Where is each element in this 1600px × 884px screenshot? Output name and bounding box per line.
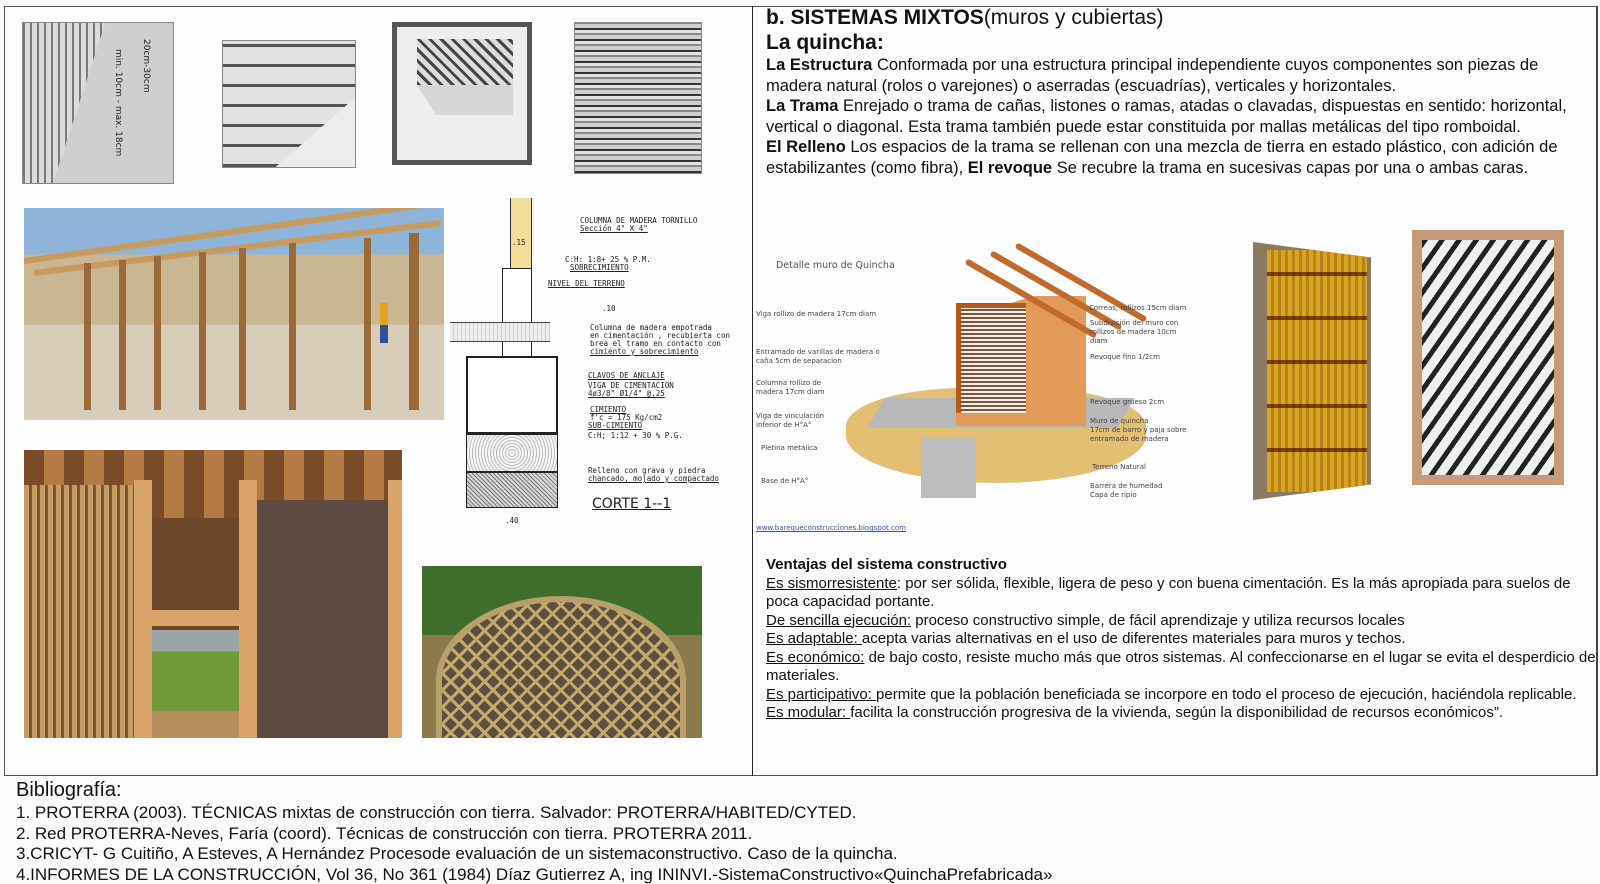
advantages-list xyxy=(766,556,1596,723)
diagram-label: Revoque grueso 2cm xyxy=(1090,398,1165,406)
section-trama: La Trama Enrejado o trama de cañas, listones o ramas, atadas o clavadas, dispuestas en sentido: horizontal, vertical o diagonal. Esta trama también puede estar constituida por mallas metálicas del tipo romboidal. xyxy=(766,97,1567,136)
dimension-label: min. 10cm - max. 18cm xyxy=(113,49,123,157)
sketch-grid-lattice-wall xyxy=(222,40,356,168)
section-caption: CORTE 1--1 xyxy=(592,496,672,512)
advantages-heading: Ventajas del sistema constructivo xyxy=(766,556,1007,573)
section-estructura: La Estructura Conformada por una estructura principal independiente cuyos componentes son piezas de madera natural (rolos o varejones) o aserradas (escuadrías), verticales y horizontales. xyxy=(766,56,1539,95)
diagonal-lattice-panel-photo xyxy=(1412,230,1564,485)
advantage-item: Es modular: facilita la construcción progresiva de la vivienda, según la disponibilidad de recursos económicos”. xyxy=(766,704,1504,721)
foundation-section-drawing: COLUMNA DE MADERA TORNILLO Sección 4" X 4" .15 C:H: 1:8+ 25 % P.M. SOBRECIMIENTO NIVEL DEL TERRENO .10 Columna de madera empotrada en cimentación , recubierta con brea el tramo en contacto con cimiento y sobrecimiento CLAVOS DE ANCLAJE VIGA DE CIMENTACION 4ø3/8" Ø1/4" @.25 CIMIENTO f'c = 175 Kg/cm2 SUB-CIMIENTO C:H; 1:12 + 30 % P.G. Relleno con grava y piedra chancado, mojado y compactado .40 CORTE 1--1 xyxy=(450,198,740,538)
bibliography-item: 1. PROTERRA (2003). TÉCNICAS mixtas de construcción con tierra. Salvador: PROTERRA/HABITED/CYTED. xyxy=(16,803,857,822)
page-title: b. SISTEMAS MIXTOS(muros y cubiertas) xyxy=(766,6,1164,29)
photo-timber-frame-construction xyxy=(24,208,444,420)
photo-cane-dome xyxy=(422,566,702,738)
diagram-label: Muro de quincha 17cm de barro y paja sobre entramado de madera xyxy=(1090,417,1187,443)
page-subtitle: La quincha: xyxy=(766,31,884,54)
advantage-item: Es sismorresistente: por ser sólida, flexible, ligera de peso y con buena cimentación. Es la más apropiada para suelos de poca capacidad portante. xyxy=(766,574,1571,610)
diagram-label: Viga rollizo de madera 17cm diam xyxy=(756,310,877,318)
advantage-item: De sencilla ejecución: proceso constructivo simple, de fácil aprendizaje y utiliza recursos locales xyxy=(766,611,1405,629)
sketch-diagonal-framed-wall xyxy=(392,22,532,165)
advantage-item: Es económico: de bajo costo, resiste mucho más que otros sistemas. Al confeccionarse en el lugar se evita el desperdicio de materiales. xyxy=(766,648,1596,684)
advantage-item: Es participativo: permite que la población beneficiada se incorpore en todo el proceso de ejecución, haciéndola replicable. xyxy=(766,685,1577,703)
diagram-label: Revoque fino 1/2cm xyxy=(1090,353,1160,361)
bibliography-item: 4.INFORMES DE LA CONSTRUCCIÓN, Vol 36, No 361 (1984) Díaz Gutierrez A, ing ININVI.-SistemaConstructivo«QuinchaPrefabricada» xyxy=(16,864,1053,884)
diagram-label: Pletina metálica xyxy=(761,444,818,452)
dimension-label: 20cm-30cm xyxy=(141,39,151,93)
diagram-label: Barrera de humedad Capa de ripio xyxy=(1090,482,1163,499)
advantage-item: Es adaptable: acepta varias alternativas en el uso de diferentes materiales para muros y techos. xyxy=(766,630,1406,647)
diagram-label: Columna rollizo de madera 17cm diam xyxy=(756,379,825,396)
diagram-label: Entramado de varillas de madera o caña 5cm de separacion xyxy=(756,348,880,365)
diagram-label: Correas, rollizos 15cm diam xyxy=(1089,304,1187,312)
diagram-label: Subdivisión del muro con rollizos de madera 10cm diam xyxy=(1090,319,1179,345)
bibliography xyxy=(16,778,1052,884)
sketch-vertical-cane-wall xyxy=(22,22,174,184)
quincha-wall-diagram: Detalle muro de Quincha Viga rollizo de madera 17cm diam Entramado de varillas de madera o caña 5cm de separacion Columna rollizo de madera 17cm diam Viga de vinculación inferior de H°A° Pletina metálica Base de H°A° Correas, rollizos 15cm diam Subdivisión del muro con rollizos de madera 10cm diam Revoque fino 1/2cm Revoque grueso 2cm Muro de quincha 17cm de barro y paja sobre entramado de madera Terreno Natural Barrera de humedad Capa de ripio www.barequeconstrucciones.blogspot.com xyxy=(756,248,1226,538)
bibliography-item: 3.CRICYT- G Cuitiño, A Esteves, A Hernández Procesode evaluación de un sistemaconstructivo. Caso de la quincha. xyxy=(16,844,898,863)
source-link[interactable]: www.barequeconstrucciones.blogspot.com xyxy=(756,524,906,532)
column-divider xyxy=(752,6,753,776)
diagram-label: Base de H°A° xyxy=(761,477,809,485)
diagram-label: Terreno Natural xyxy=(1092,463,1146,471)
sketch-horizontal-filled-wall xyxy=(574,22,702,174)
bibliography-item: 2. Red PROTERRA-Neves, Faría (coord). Técnicas de construcción con tierra. PROTERRA 2011. xyxy=(16,823,753,843)
quincha-components xyxy=(766,55,1586,178)
bibliography-heading: Bibliografía: xyxy=(16,779,122,801)
photo-quincha-wall-detail xyxy=(24,450,402,738)
woven-cane-panel-render xyxy=(1253,242,1371,500)
diagram-label: Viga de vinculación inferior de H°A° xyxy=(756,412,825,429)
section-relleno: El Relleno Los espacios de la trama se rellenan con una mezcla de tierra en estado plástico, con adición de estabilizantes (como fibra), El revoque Se recubre la trama en sucesivas capas por una o ambas caras. xyxy=(766,138,1558,177)
